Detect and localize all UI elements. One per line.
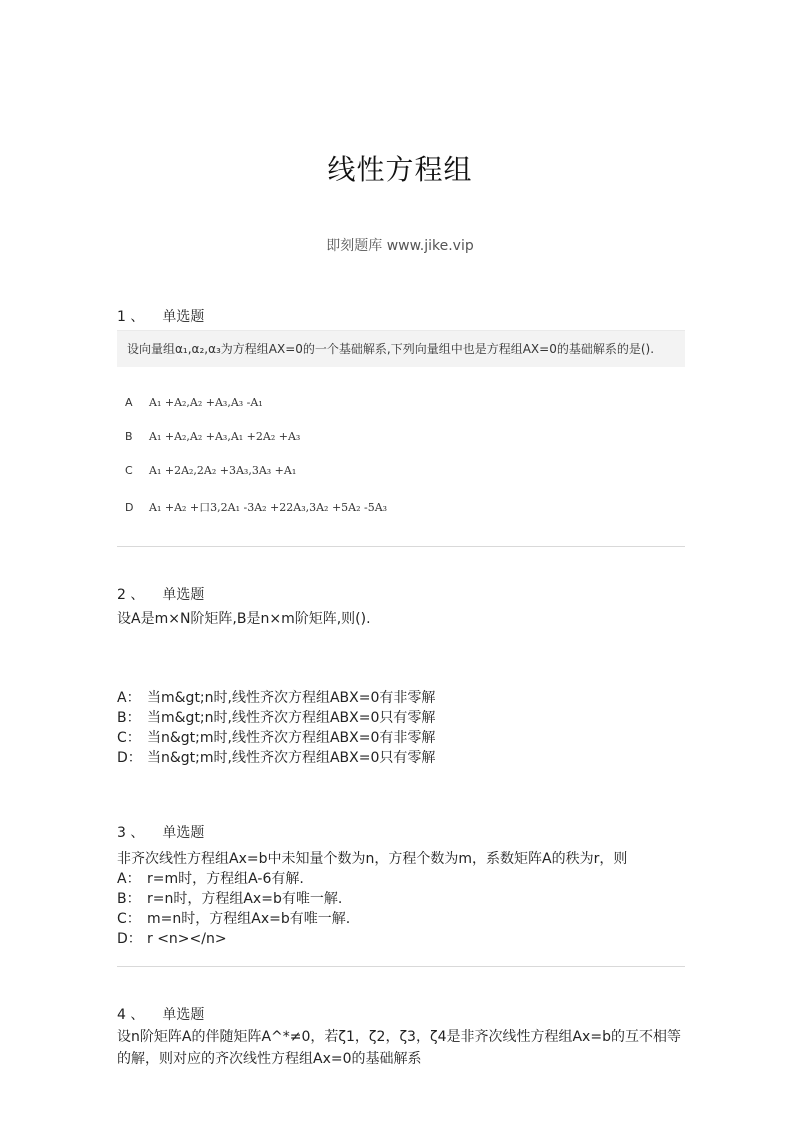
- option-text: A₁ +A₂,A₂ +A₃,A₁ +2A₂ +A₃: [149, 430, 301, 443]
- question-type: 单选题: [162, 1007, 205, 1023]
- option-key: A：: [117, 871, 141, 887]
- question-type: 单选题: [162, 309, 205, 325]
- q2-option-d[interactable]: [117, 747, 435, 767]
- option-key: B：: [117, 710, 141, 726]
- question-stem: 设向量组α₁,α₂,α₃为方程组AX=0的一个基础解系,下列向量组中也是方程组AX=0的基础解系的是().: [127, 342, 655, 356]
- option-text: r=m时，方程组A-6有解.: [147, 871, 304, 887]
- question-type: 单选题: [162, 825, 205, 841]
- option-key: D：: [117, 750, 142, 766]
- option-key: B: [125, 430, 133, 443]
- option-text: 当m&gt;n时,线性齐次方程组ABX=0只有零解: [147, 710, 436, 726]
- option-key: D：: [117, 931, 142, 947]
- q3-option-a[interactable]: [117, 868, 304, 888]
- page-subtitle: 即刻题库 www.jike.vip: [326, 238, 474, 254]
- question-2-header: [117, 584, 204, 604]
- option-key: D: [125, 501, 134, 514]
- option-key: B：: [117, 891, 141, 907]
- q2-option-c[interactable]: [117, 727, 435, 747]
- question-1-header: [117, 306, 204, 326]
- question-number: 4 、: [117, 1007, 145, 1023]
- option-text: A₁ +A₂,A₂ +A₃,A₃ -A₁: [149, 396, 263, 409]
- option-text: A₁ +A₂ +口3,2A₁ -3A₂ +22A₃,3A₂ +5A₂ -5A₃: [149, 501, 388, 514]
- q1-option-c[interactable]: [125, 464, 296, 477]
- question-number: 3 、: [117, 825, 145, 841]
- q2-option-b[interactable]: [117, 707, 435, 727]
- question-3-header: [117, 822, 204, 842]
- page-title: 线性方程组: [327, 153, 473, 186]
- option-text: r=n时，方程组Ax=b有唯一解.: [147, 891, 343, 907]
- option-key: C: [125, 464, 133, 477]
- option-text: 当n&gt;m时,线性齐次方程组ABX=0有非零解: [147, 730, 436, 746]
- q2-option-a[interactable]: [117, 687, 435, 707]
- question-2-stem: 设A是m×N阶矩阵,B是n×m阶矩阵,则().: [117, 611, 371, 627]
- option-key: A: [125, 396, 133, 409]
- q3-option-b[interactable]: [117, 888, 342, 908]
- question-1-stem-image: [117, 330, 685, 367]
- option-key: C：: [117, 730, 141, 746]
- option-text: 当m&gt;n时,线性齐次方程组ABX=0有非零解: [147, 690, 436, 706]
- q1-option-a[interactable]: [125, 396, 263, 409]
- question-3-stem: 非齐次线性方程组Ax=b中未知量个数为n，方程个数为m，系数矩阵A的秩为r，则: [117, 851, 628, 867]
- option-key: C：: [117, 911, 141, 927]
- option-text: m=n时，方程组Ax=b有唯一解.: [147, 911, 351, 927]
- q1-option-d[interactable]: [125, 499, 387, 515]
- option-text: A₁ +2A₂,2A₂ +3A₃,3A₃ +A₁: [149, 464, 297, 477]
- question-divider: [117, 546, 685, 547]
- option-key: A：: [117, 690, 141, 706]
- q3-option-c[interactable]: [117, 908, 350, 928]
- option-text: r <n></n>: [147, 931, 227, 947]
- question-4-header: [117, 1004, 204, 1024]
- option-text: 当n&gt;m时,线性齐次方程组ABX=0只有零解: [147, 750, 436, 766]
- q1-option-b[interactable]: [125, 430, 300, 443]
- question-type: 单选题: [162, 587, 205, 603]
- question-divider: [117, 966, 685, 967]
- q3-option-d[interactable]: [117, 928, 227, 948]
- question-number: 1 、: [117, 309, 145, 325]
- question-number: 2 、: [117, 587, 145, 603]
- question-4-stem: 设n阶矩阵A的伴随矩阵A^*≠0，若ζ1，ζ2，ζ3，ζ4是非齐次线性方程组Ax=b的互不相等的解，则对应的齐次线性方程组Ax=0的基础解系: [117, 1029, 681, 1067]
